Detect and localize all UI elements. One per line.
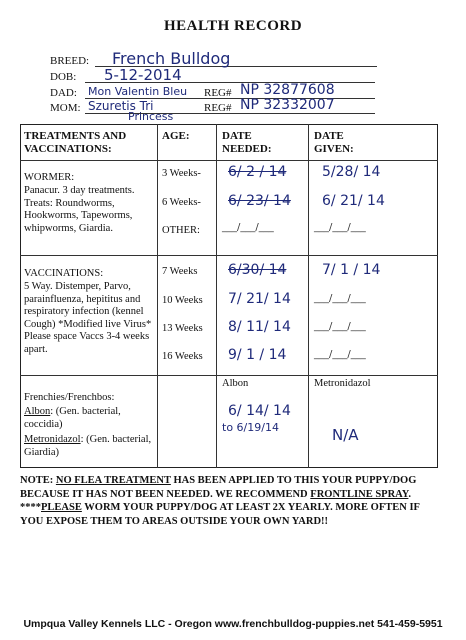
wormer-age-other: OTHER: xyxy=(162,225,200,236)
vacc-given-4: ___/___/___ xyxy=(314,349,366,360)
note-text-2: . **** xyxy=(20,488,412,513)
dad-reg-value: NP 32877608 xyxy=(240,82,335,98)
header-age: AGE: xyxy=(162,130,190,142)
header-date-given: DATE GIVEN: xyxy=(314,130,354,155)
vacc-age-3: 13 Weeks xyxy=(162,323,203,334)
albon-date-2: to 6/19/14 xyxy=(222,421,279,434)
flea-note xyxy=(20,474,440,528)
dad-value: Mon Valentin Bleu xyxy=(88,85,188,98)
wormer-age-2: 6 Weeks- xyxy=(162,197,201,208)
note-frontline: FRONTLINE SPRAY xyxy=(310,488,409,500)
vacc-given-1: 7/ 1 / 14 xyxy=(322,262,381,278)
wormer-text: Panacur. 3 day treatments. Treats: Roundworms, Hookworms, Tapeworms, whipworms, Giardia. xyxy=(24,185,135,234)
wormer-needed-1: 6/ 2 / 14 xyxy=(228,164,287,180)
dad-reg-label: REG# xyxy=(204,87,232,99)
frenchies-metro xyxy=(24,434,154,459)
metro-desc: : (Gen. bacterial, Giardia) xyxy=(24,434,152,458)
note-text-1: HAS BEEN APPLIED TO THIS YOUR PUPPY/DOG BECAUSE IT HAS NOT BEEN NEEDED. WE RECOMMEND xyxy=(20,475,417,500)
mom-value-2: Princess xyxy=(128,110,174,123)
col-divider-3 xyxy=(308,124,309,468)
footer: Umpqua Valley Kennels LLC - Oregon www.frenchbulldog-puppies.net 541-459-5951 xyxy=(23,618,443,630)
vacc-given-3: ___/___/___ xyxy=(314,321,366,332)
wormer-title: WORMER: xyxy=(24,172,75,183)
note-lead: NOTE: xyxy=(20,475,56,486)
breed-label: BREED: xyxy=(50,55,90,67)
vacc-needed-4: 9/ 1 / 14 xyxy=(228,347,287,363)
wormer-needed-other: ___/___/___ xyxy=(222,222,274,233)
wormer-given-2: 6/ 21/ 14 xyxy=(322,193,385,209)
vacc-text: 5 Way. Distemper, Parvo, parainfluenza, hepititus and respiratory infection (kennel Cough) *Modified live Virus* Please space Vaccs 3-4 weeks apart. xyxy=(24,281,152,355)
note-please: PLEASE xyxy=(41,502,82,513)
page-title: HEALTH RECORD xyxy=(163,18,303,34)
col-albon-label: Albon xyxy=(222,378,249,389)
wormer-age-1: 3 Weeks- xyxy=(162,168,201,179)
mom-value: Szuretis Tri xyxy=(88,99,154,113)
row-divider-2 xyxy=(20,255,438,256)
vacc-age-2: 10 Weeks xyxy=(162,295,203,306)
col-metro-label: Metronidazol xyxy=(314,378,371,389)
albon-desc: : (Gen. bacterial, coccidia) xyxy=(24,406,121,430)
vacc-needed-2: 7/ 21/ 14 xyxy=(228,291,291,307)
wormer-given-other: ___/___/___ xyxy=(314,222,366,233)
frenchies-albon xyxy=(24,406,154,431)
col-divider-2 xyxy=(216,124,217,468)
header-treatments: TREATMENTS AND VACCINATIONS: xyxy=(24,130,127,155)
vacc-needed-3: 8/ 11/ 14 xyxy=(228,319,291,335)
mom-reg-label: REG# xyxy=(204,102,232,114)
albon-date-1: 6/ 14/ 14 xyxy=(228,403,291,419)
mom-label: MOM: xyxy=(50,102,81,114)
metro-label: Metronidazol xyxy=(24,434,81,445)
vacc-given-2: ___/___/___ xyxy=(314,293,366,304)
wormer-needed-2: 6/ 23/ 14 xyxy=(228,193,291,209)
note-no-flea: NO FLEA TREATMENT xyxy=(55,475,171,486)
note-text-3: WORM YOUR PUPPY/DOG AT LEAST 2X YEARLY. MORE OFTEN IF YOU EXPOSE THEM TO AREAS OUTSIDE YOUR OWN YARD!! xyxy=(20,502,420,527)
frenchies-title: Frenchies/Frenchbos: xyxy=(24,392,115,403)
vacc-title: VACCINATIONS: xyxy=(24,268,104,279)
metro-value: N/A xyxy=(332,426,359,444)
albon-label: Albon xyxy=(24,406,51,417)
col-divider-1 xyxy=(157,124,158,468)
wormer-given-1: 5/28/ 14 xyxy=(322,164,381,180)
vacc-age-1: 7 Weeks xyxy=(162,266,198,277)
vacc-needed-1: 6/30/ 14 xyxy=(228,262,287,278)
row-divider-3 xyxy=(20,375,438,376)
mom-reg-value: NP 32332007 xyxy=(240,97,335,113)
breed-value: French Bulldog xyxy=(112,49,231,68)
dob-value: 5-12-2014 xyxy=(104,66,182,84)
dob-label: DOB: xyxy=(50,71,77,83)
dad-label: DAD: xyxy=(50,87,77,99)
vacc-age-4: 16 Weeks xyxy=(162,351,203,362)
header-date-needed: DATE NEEDED: xyxy=(222,130,272,155)
row-divider-1 xyxy=(20,160,438,161)
